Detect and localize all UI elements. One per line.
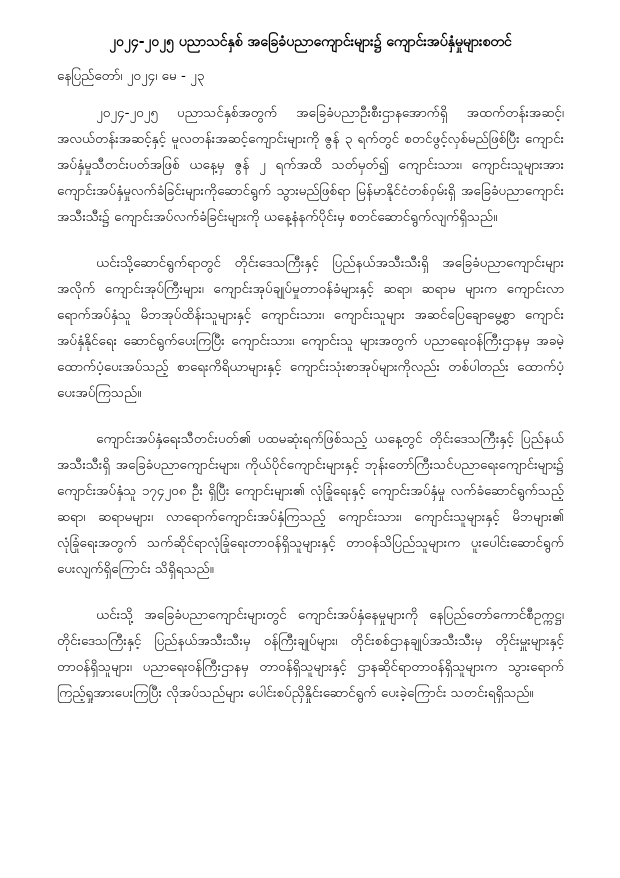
article-title: ၂၀၂၄-၂၀၂၅ ပညာသင်နှစ် အခြေခံပညာကျောင်းများ၌ ကျောင်းအပ်နှံမှုများစတင် (109, 34, 512, 50)
article-dateline: နေပြည်တော်၊ ၂၀၂၄၊ မေ - ၂၃ (57, 68, 205, 84)
article-paragraph-2: ယင်းသို့ဆောင်ရွက်ရာတွင် တိုင်းဒေသကြီးနှင့် ပြည်နယ်အသီးသီးရှိ အခြေခံပညာကျောင်းများအလိုက် ကျောင်းအုပ်ကြီးများ၊ ကျောင်းအုပ်ချုပ်မှုတာဝန်ခံများနှင့် ဆရာ၊ ဆရာမ များက ကျောင်းလာရောက်အပ်နှံသူ မိဘအုပ်ထိန်းသူများနှင့် ကျောင်းသား၊ ကျောင်းသူများ အဆင်ပြေချောမွေ့စွာ ကျောင်းအပ်နှံနိုင်ရေး ဆောင်ရွက်ပေးကြပြီး ကျောင်းသား၊ ကျောင်းသူ များအတွက် ပညာရေးဝန်ကြီးဌာနမှ အခမဲ့ထောက်ပံ့ပေးအပ်သည့် စာရေးကိရိယာများနှင့် ကျောင်းသုံးစာအုပ်များကိုလည်း တစ်ပါတည်း ထောက်ပံ့ပေးအပ်ကြသည်။ (57, 255, 564, 401)
article-paragraph-1: ၂၀၂၄-၂၀၂၅ ပညာသင်နှစ်အတွက် အခြေခံပညာဦးစီးဌာနအောက်ရှိ အထက်တန်းအဆင့်၊ အလယ်တန်းအဆင့်နှင့် မူလတန်းအဆင့်ကျောင်းများကို ဇွန် ၃ ရက်တွင် စတင်ဖွင့်လှစ်မည်ဖြစ်ပြီး ကျောင်းအပ်နှံမှုသီတင်းပတ်အဖြစ် ယနေ့မှ ဇွန် ၂ ရက်အထိ သတ်မှတ်၍ ကျောင်းသား၊ ကျောင်းသူများအား ကျောင်းအပ်နှံမှုလက်ခံခြင်းများကိုဆောင်ရွက် သွားမည်ဖြစ်ရာ မြန်မာနိုင်ငံတစ်ဝှမ်းရှိ အခြေခံပညာကျောင်းအသီးသီး၌ ကျောင်းအပ်လက်ခံခြင်းများကို ယနေ့နံနက်ပိုင်းမှ စတင်ဆောင်ရွက်လျက်ရှိသည်။ (57, 105, 564, 225)
article-paragraph-3: ကျောင်းအပ်နှံရေးသီတင်းပတ်၏ ပထမဆုံးရက်ဖြစ်သည့် ယနေ့တွင် တိုင်းဒေသကြီးနှင့် ပြည်နယ်အသီးသီးရှိ အခြေခံပညာကျောင်းများ၊ ကိုယ်ပိုင်ကျောင်းများနှင့် ဘုန်းတော်ကြီးသင်ပညာရေးကျောင်းများ၌ ကျောင်းအပ်နှံသူ ၁၇၄၂၀၈ ဦး ရှိပြီး ကျောင်းများ၏ လုံခြုံရေးနှင့် ကျောင်းအပ်နှံမှု လက်ခံဆောင်ရွက်သည့် ဆရာ၊ ဆရာမများ၊ လာရောက်ကျောင်းအပ်နှံကြသည့် ကျောင်းသား၊ ကျောင်းသူများနှင့် မိဘများ၏ လုံခြုံရေးအတွက် သက်ဆိုင်ရာလုံခြုံရေးတာဝန်ရှိသူများနှင့် တာဝန်သိပြည်သူများက ပူးပေါင်းဆောင်ရွက်ပေးလျက်ရှိကြောင်း သိရှိရသည်။ (57, 431, 564, 577)
article-paragraph-4: ယင်းသို့ အခြေခံပညာကျောင်းများတွင် ကျောင်းအပ်နှံနေမှုများကို နေပြည်တော်ကောင်စီဥက္ကဋ္ဌ၊ တိုင်းဒေသကြီးနှင့် ပြည်နယ်အသီးသီးမှ ဝန်ကြီးချုပ်များ၊ တိုင်းစစ်ဌာနချုပ်အသီးသီးမှ တိုင်းမှူးများနှင့် တာဝန်ရှိသူများ၊ ပညာရေးဝန်ကြီးဌာနမှ တာဝန်ရှိသူများနှင့် ဌာနဆိုင်ရာတာဝန်ရှိသူများက သွားရောက်ကြည့်ရှုအားပေးကြပြီး လိုအပ်သည်များ ပေါင်းစပ်ညှိနှိုင်းဆောင်ရွက် ပေးခဲ့ကြောင်း သတင်းရရှိသည်။ (57, 607, 564, 701)
